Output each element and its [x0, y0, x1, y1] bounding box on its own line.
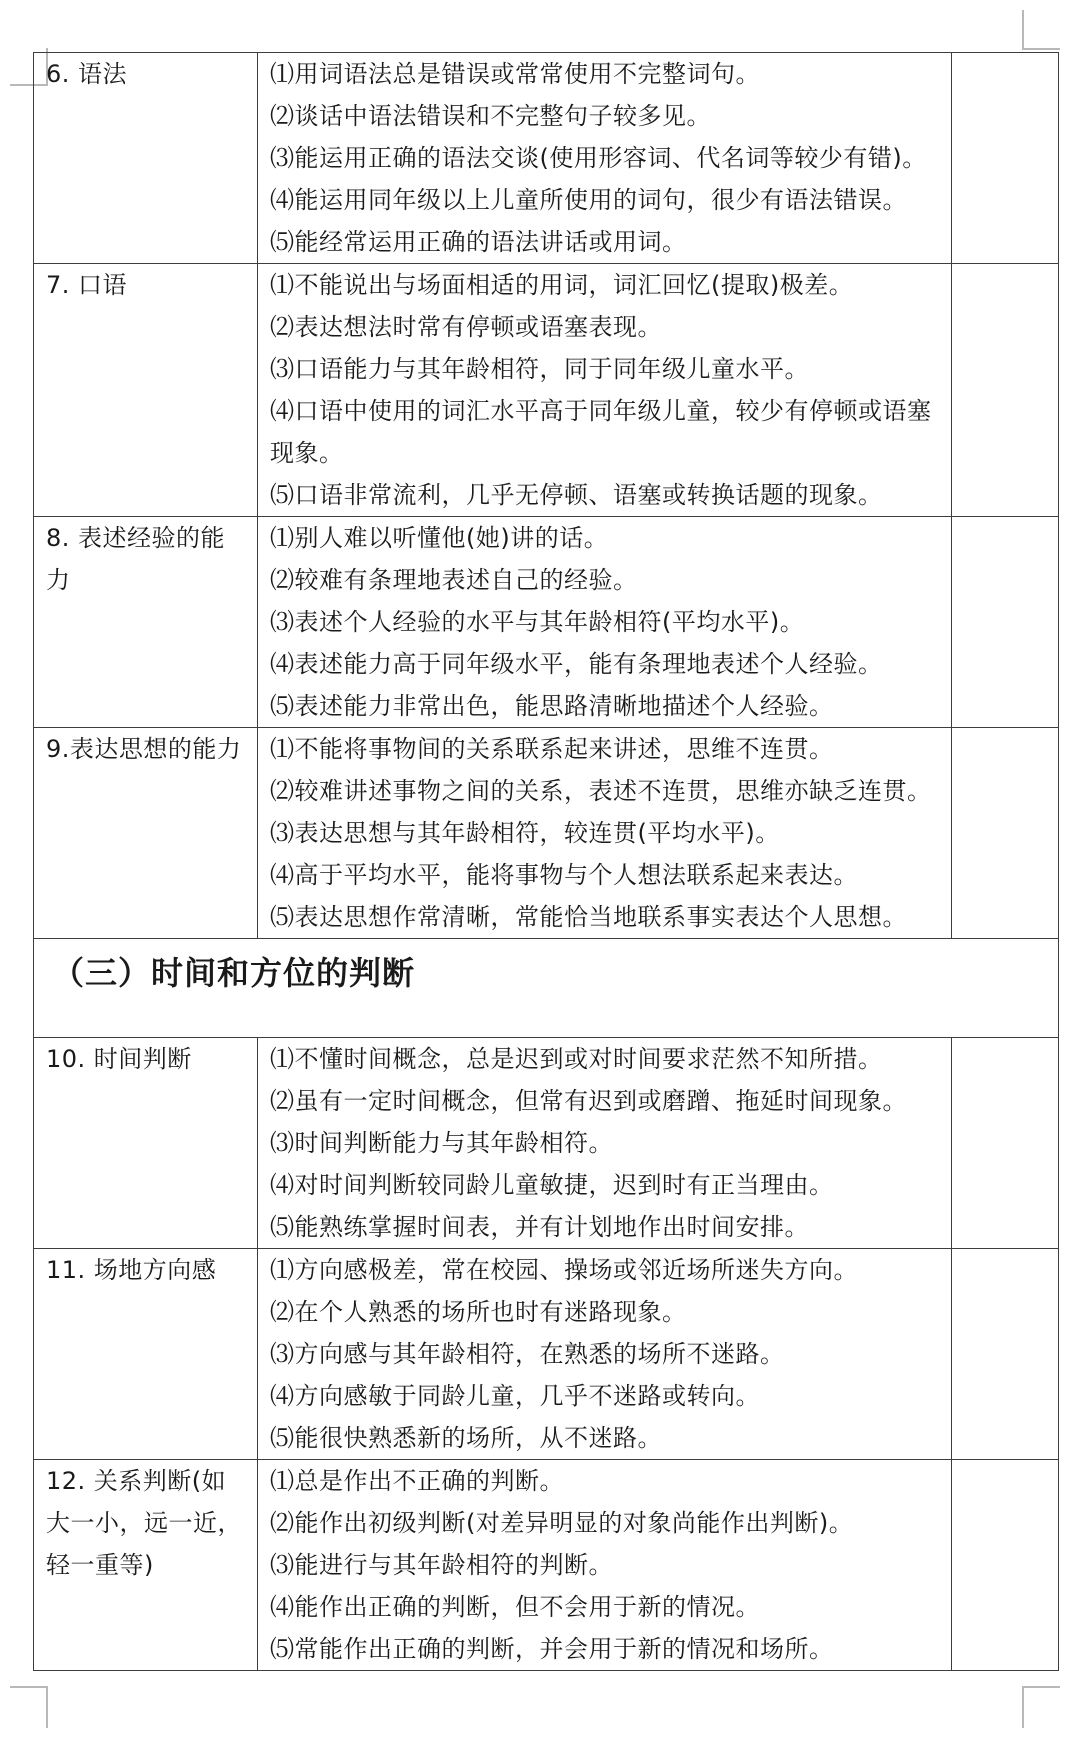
item-cell: [34, 517, 258, 728]
table-row: [34, 264, 1059, 517]
list-item: ⑵虽有一定时间概念，但常有迟到或磨蹭、拖延时间现象。: [270, 1087, 907, 1115]
description-list: [258, 264, 951, 516]
list-item: ⑷高于平均水平，能将事物与个人想法联系起来表达。: [270, 861, 858, 889]
description-list: [258, 1038, 951, 1248]
list-item: ⑴总是作出不正确的判断。: [270, 1467, 564, 1495]
description-cell: [258, 517, 952, 728]
table-row: [34, 517, 1059, 728]
description-cell: [258, 53, 952, 264]
section-row: [34, 939, 1059, 1038]
list-item: ⑴不能说出与场面相适的用词，词汇回忆(提取)极差。: [270, 271, 854, 299]
list-item: ⑸表达思想作常清晰，常能恰当地联系事实表达个人思想。: [270, 903, 907, 931]
description-cell: [258, 728, 952, 939]
table-row: [34, 1038, 1059, 1249]
list-item: ⑶能运用正确的语法交谈(使用形容词、代名词等较少有错)。: [270, 144, 927, 172]
item-name: 9.表达思想的能力: [46, 735, 242, 763]
description-cell: [258, 1249, 952, 1460]
list-item: ⑶能进行与其年龄相符的判断。: [270, 1551, 613, 1579]
description-list: [258, 517, 951, 727]
list-item: ⑵能作出初级判断(对差异明显的对象尚能作出判断)。: [270, 1509, 854, 1537]
list-item: ⑵表达想法时常有停顿或语塞表现。: [270, 313, 662, 341]
item-name: 7. 口语: [46, 271, 128, 299]
list-item: ⑷口语中使用的词汇水平高于同年级儿童，较少有停顿或语塞现象。: [270, 397, 932, 467]
table-row: [34, 53, 1059, 264]
list-item: ⑴不懂时间概念，总是迟到或对时间要求茫然不知所措。: [270, 1045, 883, 1073]
description-cell: [258, 1460, 952, 1671]
list-item: ⑸表述能力非常出色，能思路清晰地描述个人经验。: [270, 692, 834, 720]
item-cell: [34, 728, 258, 939]
item-cell: [34, 53, 258, 264]
score-cell[interactable]: [952, 53, 1059, 264]
list-item: ⑵较难讲述事物之间的关系，表述不连贯，思维亦缺乏连贯。: [270, 777, 932, 805]
description-cell: [258, 1038, 952, 1249]
item-name: 11. 场地方向感: [46, 1256, 217, 1284]
list-item: ⑷方向感敏于同龄儿童，几乎不迷路或转向。: [270, 1382, 760, 1410]
list-item: ⑸能熟练掌握时间表，并有计划地作出时间安排。: [270, 1213, 809, 1241]
score-cell[interactable]: [952, 264, 1059, 517]
description-list: [258, 728, 951, 938]
list-item: ⑴用词语法总是错误或常常使用不完整词句。: [270, 60, 760, 88]
list-item: ⑵在个人熟悉的场所也时有迷路现象。: [270, 1298, 687, 1326]
crop-mark-bottom-left: [10, 1686, 48, 1728]
score-cell[interactable]: [952, 728, 1059, 939]
list-item: ⑵谈话中语法错误和不完整句子较多见。: [270, 102, 711, 130]
item-name: 6. 语法: [46, 60, 128, 88]
list-item: ⑷能运用同年级以上儿童所使用的词句，很少有语法错误。: [270, 186, 907, 214]
list-item: ⑸口语非常流利，几乎无停顿、语塞或转换话题的现象。: [270, 481, 883, 509]
score-cell[interactable]: [952, 1460, 1059, 1671]
list-item: ⑴不能将事物间的关系联系起来讲述，思维不连贯。: [270, 735, 834, 763]
item-name: 12. 关系判断(如大一小，远一近，轻一重等): [46, 1467, 242, 1579]
table-row: [34, 728, 1059, 939]
description-list: [258, 1460, 951, 1670]
list-item: ⑶方向感与其年龄相符，在熟悉的场所不迷路。: [270, 1340, 785, 1368]
table-row: [34, 1249, 1059, 1460]
list-item: ⑶口语能力与其年龄相符，同于同年级儿童水平。: [270, 355, 809, 383]
description-list: [258, 53, 951, 263]
assessment-table: [33, 52, 1059, 1671]
score-cell[interactable]: [952, 1249, 1059, 1460]
list-item: ⑸能经常运用正确的语法讲话或用词。: [270, 228, 687, 256]
list-item: ⑸常能作出正确的判断，并会用于新的情况和场所。: [270, 1635, 834, 1663]
list-item: ⑵较难有条理地表述自己的经验。: [270, 566, 638, 594]
list-item: ⑷能作出正确的判断，但不会用于新的情况。: [270, 1593, 760, 1621]
description-list: [258, 1249, 951, 1459]
item-cell: [34, 1249, 258, 1460]
item-name: 10. 时间判断: [46, 1045, 192, 1073]
list-item: ⑸能很快熟悉新的场所，从不迷路。: [270, 1424, 662, 1452]
score-cell[interactable]: [952, 1038, 1059, 1249]
list-item: ⑶表述个人经验的水平与其年龄相符(平均水平)。: [270, 608, 805, 636]
list-item: ⑶时间判断能力与其年龄相符。: [270, 1129, 613, 1157]
section-title: （三）时间和方位的判断: [52, 954, 416, 992]
item-cell: [34, 1460, 258, 1671]
list-item: ⑶表达思想与其年龄相符，较连贯(平均水平)。: [270, 819, 780, 847]
list-item: ⑷对时间判断较同龄儿童敏捷，迟到时有正当理由。: [270, 1171, 834, 1199]
table-row: [34, 1460, 1059, 1671]
section-cell: [34, 939, 1059, 1038]
description-cell: [258, 264, 952, 517]
item-name: 8. 表述经验的能力: [46, 524, 226, 594]
score-cell[interactable]: [952, 517, 1059, 728]
crop-mark-bottom-right: [1022, 1686, 1060, 1728]
list-item: ⑷表述能力高于同年级水平，能有条理地表述个人经验。: [270, 650, 883, 678]
list-item: ⑴方向感极差，常在校园、操场或邻近场所迷失方向。: [270, 1256, 858, 1284]
item-cell: [34, 264, 258, 517]
item-cell: [34, 1038, 258, 1249]
list-item: ⑴别人难以听懂他(她)讲的话。: [270, 524, 609, 552]
crop-mark-top-right: [1022, 10, 1060, 50]
